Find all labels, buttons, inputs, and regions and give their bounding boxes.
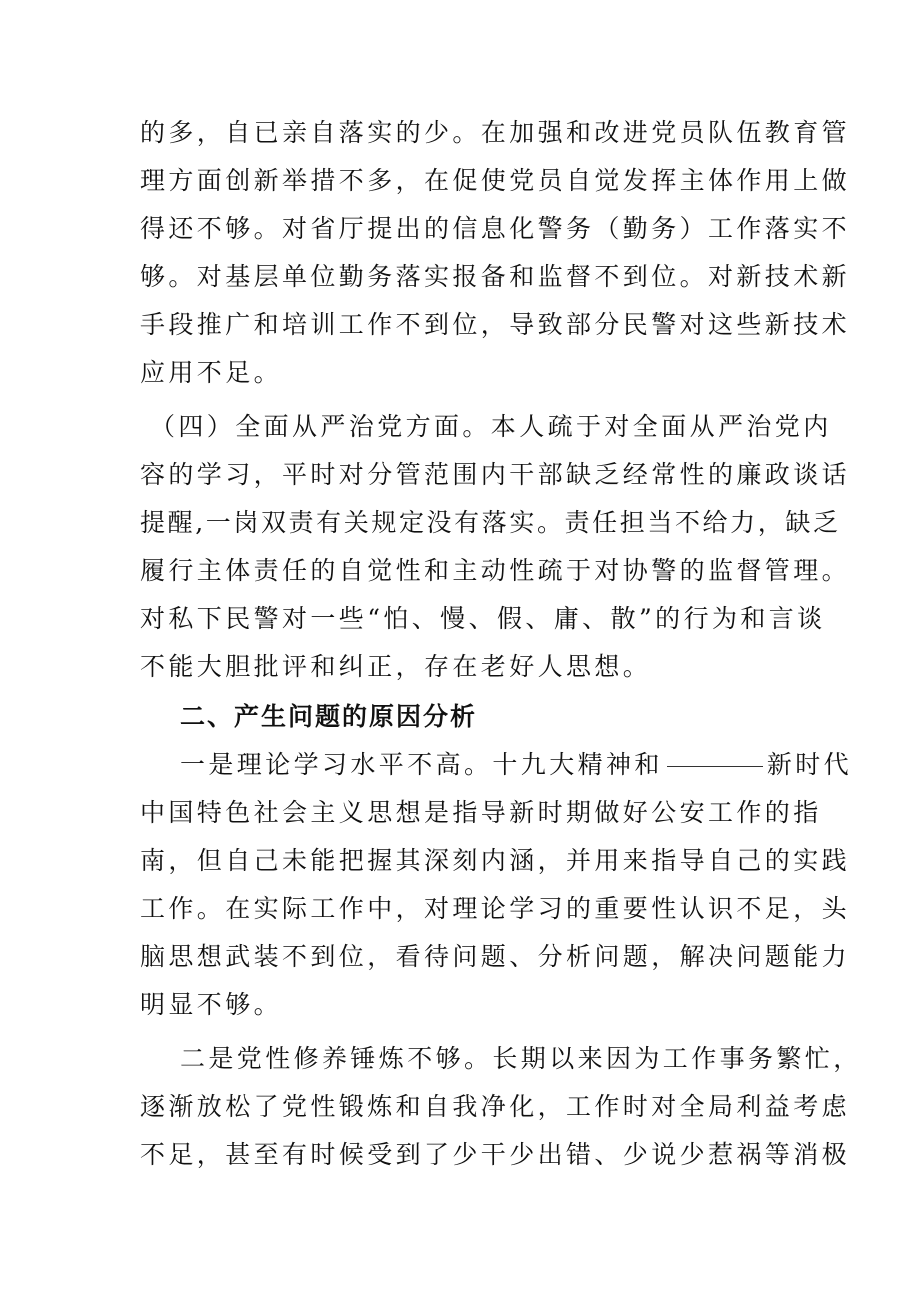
text-line: 够。对基层单位勤务落实报备和监督不到位。对新技术新 [140, 262, 851, 291]
text-line: （四）全面从严治党方面。本人疏于对全面从严治党内 [150, 412, 832, 441]
text-line: 不能大胆批评和纠正，存在老好人思想。 [140, 652, 652, 681]
text-line: 不足，甚至有时候受到了少干少出错、少说少惹祸等消极 [140, 1140, 851, 1169]
text-line: 履行主体责任的自觉性和主动性疏于对协警的监督管理。 [140, 556, 851, 585]
text-line: 对私下民警对一些“怕、慢、假、庸、散”的行为和言谈 [140, 604, 826, 633]
blank-underline [667, 765, 763, 767]
text-line: 提醒,一岗双责有关规定没有落实。责任担当不给力，缺乏 [140, 508, 841, 537]
text-before-blank: 一是理论学习水平不高。十九大精神和 [180, 750, 663, 779]
text-line: 明显不够。 [140, 990, 283, 1019]
text-line [180, 742, 853, 788]
text-line: 中国特色社会主义思想是指导新时期做好公安工作的指 [140, 798, 822, 827]
text-line: 工作。在实际工作中，对理论学习的重要性认识不足，头 [140, 894, 851, 923]
text-line: 逐渐放松了党性锻炼和自我净化，工作时对全局利益考虑 [140, 1092, 851, 1121]
text-line: 二是党性修养锤炼不够。长期以来因为工作事务繁忙， [180, 1044, 862, 1073]
text-line: 得还不够。对省厅提出的信息化警务（勤务）工作落实不 [140, 214, 851, 243]
text-after-blank: 新时代 [766, 750, 853, 779]
text-line: 容的学习，平时对分管范围内干部缺乏经常性的廉政谈话 [140, 460, 851, 489]
section-heading: 二、产生问题的原因分析 [180, 702, 478, 731]
text-line: 南，但自己未能把握其深刻内涵，并用来指导自己的实践 [140, 846, 851, 875]
text-line: 理方面创新举措不多，在促使党员自觉发挥主体作用上做 [140, 166, 851, 195]
text-line: 应用不足。 [140, 358, 283, 387]
text-line: 脑思想武装不到位，看待问题、分析问题，解决问题能力 [140, 942, 851, 971]
text-line: 手段推广和培训工作不到位，导致部分民警对这些新技术 [140, 310, 851, 339]
text-line: 的多，自已亲自落实的少。在加强和改进党员队伍教育管 [140, 118, 851, 147]
